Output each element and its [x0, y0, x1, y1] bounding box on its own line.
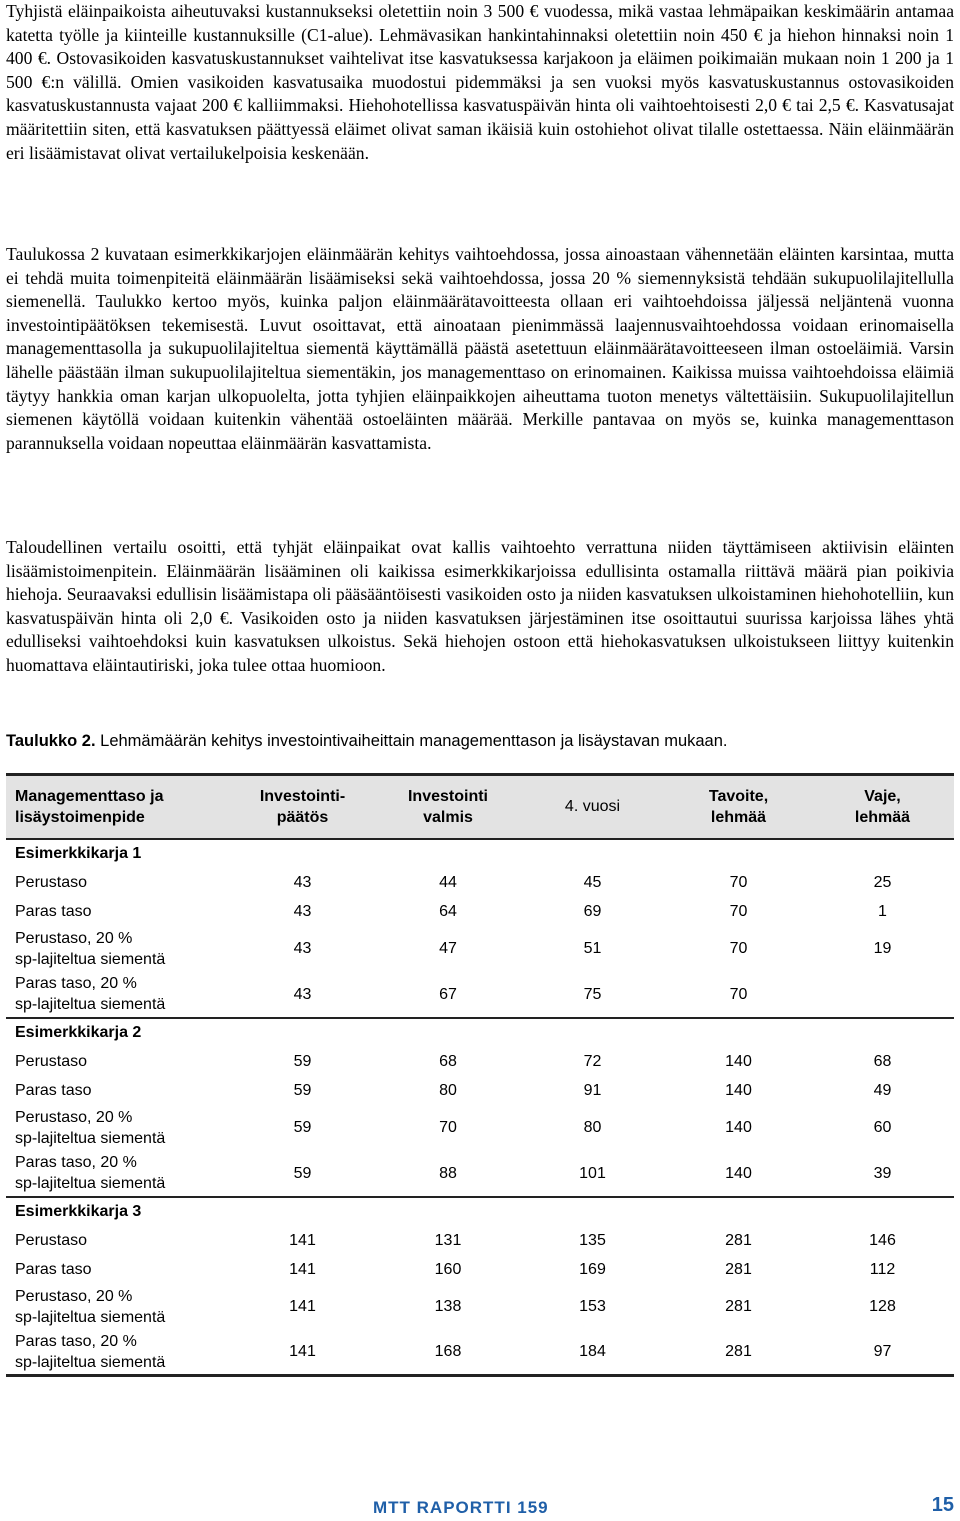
row-label: Paras taso — [15, 1081, 92, 1099]
table-cell: 141 — [289, 1231, 316, 1249]
table-cell: 281 — [725, 1231, 752, 1249]
table-cell: 45 — [583, 873, 602, 891]
table-cell: 1 — [878, 902, 887, 920]
herd-size-table — [6, 773, 954, 1377]
table-cell: 51 — [583, 940, 602, 957]
table-cell: 39 — [873, 1164, 892, 1182]
table-caption-label: Taulukko 2. — [6, 732, 96, 750]
header-deficit: Vaje, lehmää — [811, 775, 954, 839]
table-body — [6, 839, 954, 1376]
table-cell: 140 — [725, 1119, 752, 1136]
table-cell: 141 — [289, 1260, 316, 1278]
table-cell: 135 — [579, 1231, 606, 1249]
group-row — [6, 1018, 954, 1047]
table-row — [6, 926, 954, 972]
table-cell: 44 — [439, 873, 457, 891]
table-cell: 169 — [579, 1260, 606, 1278]
table-cell: 49 — [873, 1081, 892, 1099]
table-cell: 75 — [583, 985, 602, 1003]
table-cell: 59 — [293, 1164, 312, 1182]
table-cell: 70 — [729, 940, 748, 957]
table-caption — [6, 730, 954, 752]
table-cell: 138 — [434, 1298, 462, 1315]
table-cell: 160 — [434, 1260, 462, 1278]
table-cell: 184 — [519, 1330, 666, 1376]
footer-page-number: 15 — [931, 1494, 954, 1516]
table-cell: 128 — [869, 1298, 896, 1315]
table-cell — [811, 972, 954, 1018]
row-label: Perustaso, 20 % sp-lajiteltua siementä — [15, 1287, 166, 1326]
row-label: Perustaso — [15, 1231, 88, 1249]
table-cell: 146 — [869, 1231, 896, 1249]
table-cell: 70 — [729, 873, 748, 891]
table-cell: 80 — [583, 1119, 602, 1136]
group-label: Esimerkkikarja 3 — [6, 1197, 954, 1226]
body-paragraph-1: Tyhjistä eläinpaikoista aiheutuvaksi kustannukseksi oletettiin noin 3 500 € vuodessa, mikä vastaa lehmäpaikan keskimäärin antamaa katetta työlle ja kiinteille kustannuksille (C1-alue). Lehmävasikan hankintahinnaksi oletettiin noin 450 € ja hiehon hinnaksi noin 1 400 €. Ostovasikoiden kasvatuskustannukset vaihtelivat itse kasvatuksessa karjakoon ja eläimen poikimaiän mukaan noin 1 200 ja 1 500 €:n välillä. Omien vasikoiden kasvatusaika muodostui pidemmäksi ja sen vuoksi myös kasvatuskustannus ostovasikoiden kasvatuskustannusta vajaat 200 € kalliimmaksi. Hiehohotellissa kasvatuspäivän hinta oli vaihtoehtoisesti 2,0 € tai 2,5 €. Kasvatusajat määritettiin siten, että kasvatuksen päättyessä eläimet olivat saman ikäisiä kuin ostohiehot olivat tilalle ostettaessa. Näin eläinmäärän eri lisäämistavat olivat vertailukelpoisia keskenään. — [6, 1, 954, 163]
table-cell: 59 — [293, 1119, 312, 1136]
table-cell: 281 — [725, 1298, 752, 1315]
row-label: Perustaso — [15, 873, 88, 891]
table-cell: 19 — [873, 940, 892, 957]
table-cell: 101 — [579, 1164, 606, 1182]
body-paragraph-2: Taulukossa 2 kuvataan esimerkkikarjojen eläinmäärän kehitys vaihtoehdossa, jossa ainoastaan vähennetään eläinten karsintaa, mutta ei tehdä muita toimenpiteitä eläinmäärän lisäämiseksi sekä vaihtoehdossa, jossa 20 % siemennyksistä tehdään sukupuolilajitellulla siemenellä. Taulukko kertoo myös, kuinka paljon eläinmäärätavoitteesta ollaan eri vaihtoehdoissa jäljessä neljäntenä vuonna investointipäätöksen tekemisestä. Luvut osoittavat, että ainoataan pienimmässä laajennusvaihtoehdossa voidaan erinomaisella managementtasolla ja sukupuolilajiteltua siementä käyttämällä päästä asetettuun eläinmäärätavoitteeseen ilman ostoeläimiä. Varsin lähelle päästään ilman sukupuolilajiteltua siementäkin, jos managementtaso on erinomainen. Kaikissa muissa vaihtoehdoissa eläimiä täytyy hankkia oman karjan ulkopuolelta, jotta tyhjien eläinpaikkojen aiheuttama tuoton menetys vältettäisiin. Sukupuolilajitellun siemenen käytöllä voidaan kuitenkin vähentää ostoeläinten määrää. Merkille pantavaa on myös se, kuinka managementtason parannuksella voidaan nopeuttaa eläinmäärän kasvattamista. — [6, 244, 954, 453]
row-label: Paras taso — [15, 1260, 92, 1278]
table-row — [6, 972, 954, 1018]
table-cell: 64 — [439, 902, 457, 920]
row-label: Perustaso — [15, 1052, 88, 1070]
table-cell: 140 — [725, 1052, 752, 1070]
table-cell: 70 — [729, 985, 748, 1003]
table-row — [6, 1047, 954, 1076]
table-cell: 43 — [293, 902, 312, 920]
table-cell: 60 — [873, 1119, 892, 1136]
group-row — [6, 839, 954, 868]
table-cell: 70 — [729, 902, 748, 920]
table-cell: 72 — [583, 1052, 602, 1070]
header-management-level: Managementtaso ja lisäystoimenpide — [6, 775, 228, 839]
table-cell: 80 — [439, 1081, 457, 1099]
table-header-row — [6, 775, 954, 839]
body-paragraph-3: Taloudellinen vertailu osoitti, että tyhjät eläinpaikat ovat kallis vaihtoehto verrattuna niiden täyttämiseen aktiivisin eläinten lisäämistoimenpitein. Eläinmäärän lisääminen oli kaikissa esimerkkikarjoissa edullisinta ostamalla riittävä määrä pian poikivia hiehoja. Seuraavaksi edullisin lisäämistapa oli pääsääntöisesti vasikoiden osto ja niiden kasvatuksen ulkoistaminen hiehohotelliin, kun kasvatuspäivän hinta oli 2,0 €. Vasikoiden osto ja niiden kasvatuksen järjestäminen itse osoittautui suurissa karjoissa lähes yhtä edulliseksi vaihtoehdoksi kuin kasvatuksen ulkoistus. Sekä hiehojen ostoon että hiehokasvatuksen ulkoistukseen liittyy kuitenkin huomattava eläintautiriski, joka tulee ottaa huomioon. — [6, 537, 954, 675]
row-label: Paras taso — [15, 902, 92, 920]
table-row — [6, 1105, 954, 1151]
table-row — [6, 897, 954, 926]
table-row — [6, 1330, 954, 1376]
table-cell: 59 — [293, 1081, 312, 1099]
table-row — [6, 1226, 954, 1255]
table-row — [6, 1076, 954, 1105]
table-cell: 47 — [439, 940, 457, 957]
row-label: Paras taso, 20 % sp-lajiteltua siementä — [6, 1330, 228, 1376]
table-cell: 25 — [873, 873, 892, 891]
header-target: Tavoite, lehmää — [666, 775, 811, 839]
footer-report-title: MTT RAPORTTI 159 — [373, 1498, 549, 1517]
group-label: Esimerkkikarja 2 — [6, 1018, 954, 1047]
table-cell: 67 — [439, 985, 457, 1003]
table-cell: 59 — [293, 1052, 312, 1070]
table-cell: 141 — [228, 1330, 377, 1376]
table-cell: 97 — [811, 1330, 954, 1376]
table-cell: 281 — [725, 1260, 752, 1278]
table-cell: 168 — [377, 1330, 519, 1376]
table-cell: 43 — [293, 940, 312, 957]
table-cell: 112 — [869, 1260, 896, 1278]
table-cell: 140 — [725, 1164, 752, 1182]
header-investment-ready: Investointi valmis — [377, 775, 519, 839]
table-cell: 91 — [583, 1081, 602, 1099]
table-cell: 281 — [666, 1330, 811, 1376]
table-row — [6, 1284, 954, 1330]
table-cell: 69 — [583, 902, 602, 920]
table-cell: 131 — [434, 1231, 462, 1249]
row-label: Paras taso, 20 % sp-lajiteltua siementä — [15, 975, 166, 1013]
table-cell: 70 — [439, 1119, 457, 1136]
group-label: Esimerkkikarja 1 — [6, 839, 954, 868]
table-cell: 88 — [439, 1164, 457, 1182]
table-caption-text: Lehmämäärän kehitys investointivaiheittain managementtason ja lisäystavan mukaan. — [95, 732, 728, 750]
row-label: Perustaso, 20 % sp-lajiteltua siementä — [15, 1108, 166, 1147]
table-cell: 141 — [289, 1298, 316, 1315]
table-cell: 68 — [873, 1052, 892, 1070]
table-row — [6, 1255, 954, 1284]
table-row — [6, 868, 954, 897]
header-fourth-year: 4. vuosi — [519, 775, 666, 839]
table-cell: 43 — [293, 985, 312, 1003]
table-cell: 140 — [725, 1081, 752, 1099]
table-cell: 153 — [579, 1298, 606, 1315]
row-label: Perustaso, 20 % sp-lajiteltua siementä — [15, 929, 166, 968]
header-investment-decision: Investointi- päätös — [228, 775, 377, 839]
table-cell: 68 — [439, 1052, 457, 1070]
group-row — [6, 1197, 954, 1226]
table-cell: 43 — [293, 873, 312, 891]
table-row — [6, 1151, 954, 1197]
row-label: Paras taso, 20 % sp-lajiteltua siementä — [15, 1154, 166, 1192]
